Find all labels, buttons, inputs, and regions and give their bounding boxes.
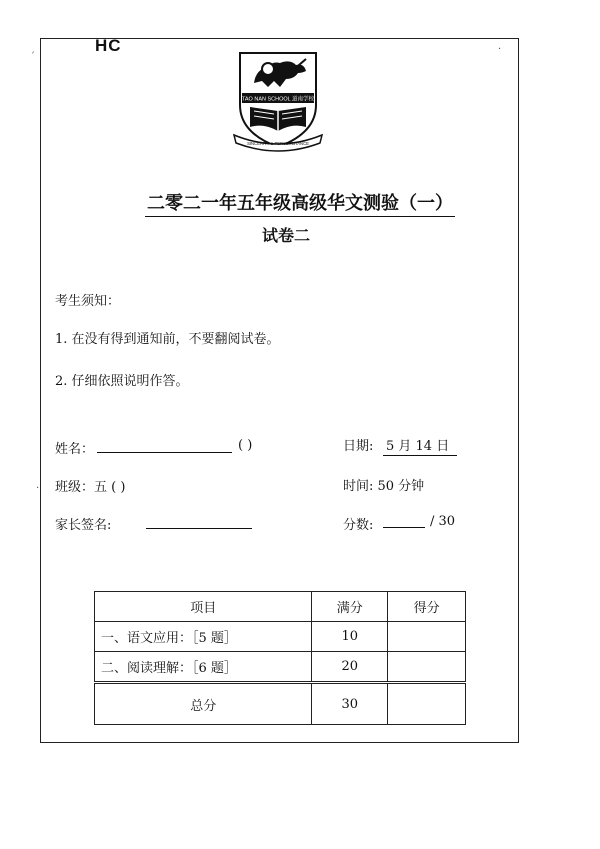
total-label: 总分: [95, 683, 312, 725]
score-total: / 30: [430, 514, 456, 529]
instruction-item: 2. 仔细依照说明作答。: [55, 374, 189, 389]
date-label: 日期:: [343, 439, 374, 454]
name-field[interactable]: [97, 440, 232, 453]
row-score-cell[interactable]: [388, 622, 466, 652]
name-label: 姓名：: [55, 442, 95, 457]
total-row: [95, 683, 466, 725]
table-header-row: [95, 592, 466, 622]
corner-mark: HC: [95, 36, 122, 55]
school-crest-logo: [232, 47, 324, 153]
table-row: [95, 652, 466, 683]
scan-mark: ·: [36, 483, 40, 494]
header-score: 得分: [388, 592, 466, 622]
scan-mark: ˊ: [30, 52, 35, 63]
parent-signature-field[interactable]: [146, 516, 252, 529]
score-label: 分数:: [343, 518, 374, 533]
time-label: 时间: 50 分钟: [343, 479, 425, 494]
total-score-cell[interactable]: [388, 683, 466, 725]
paper-subtitle: 试卷二: [261, 226, 310, 245]
class-label: 班级：五 ( ): [55, 480, 126, 495]
instruction-item: 1. 在没有得到通知前，不要翻阅试卷。: [55, 332, 280, 347]
header-full-marks: 满分: [312, 592, 388, 622]
instructions-heading: 考生须知：: [55, 294, 121, 309]
row-full-marks: 20: [312, 652, 388, 683]
header-item: 项目: [95, 592, 312, 622]
score-table: [94, 591, 466, 725]
index-number-paren: ( ): [238, 438, 253, 453]
row-item: 一、语文应用：［5 题］: [95, 622, 312, 652]
svg-text:TAO NAN SCHOOL 道南学校: TAO NAN SCHOOL 道南学校: [241, 96, 315, 103]
scan-mark: ·: [498, 44, 502, 55]
date-value: 5 月 14 日: [383, 435, 457, 456]
row-score-cell[interactable]: [388, 652, 466, 683]
parent-signature-label: 家长签名:: [55, 518, 112, 533]
total-full-marks: 30: [312, 683, 388, 725]
table-row: [95, 622, 466, 652]
score-field[interactable]: [383, 515, 425, 528]
svg-text:SINCERITY & PERSEVERANCE: SINCERITY & PERSEVERANCE: [247, 141, 309, 146]
exam-title: 二零二一年五年级高级华文测验（一）: [0, 189, 600, 215]
row-item: 二、阅读理解：［6 题］: [95, 652, 312, 683]
row-full-marks: 10: [312, 622, 388, 652]
